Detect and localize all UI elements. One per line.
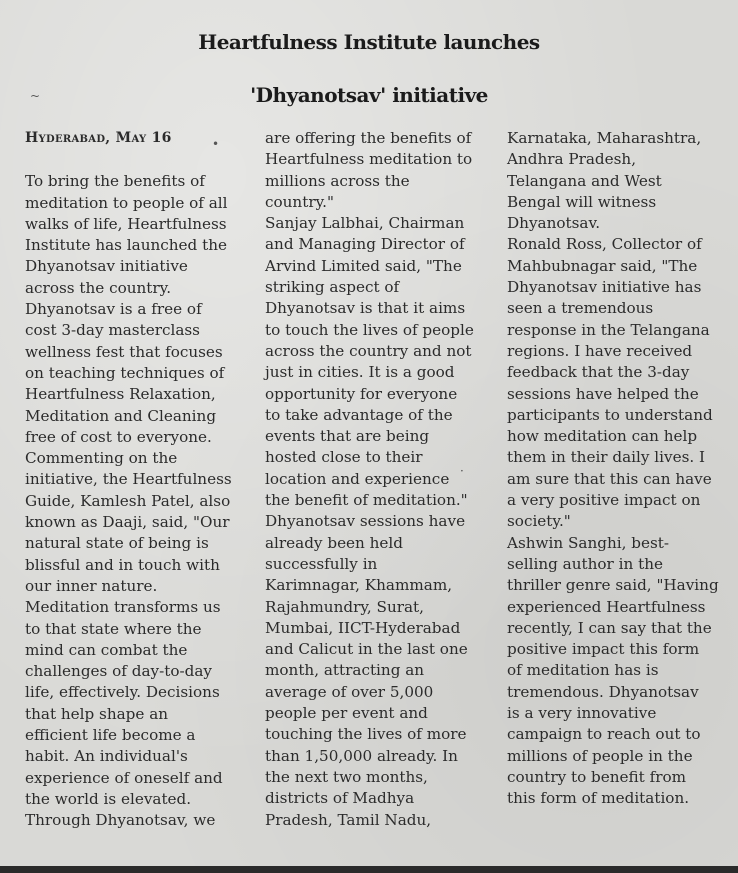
article-text-line: country." — [265, 192, 334, 211]
article-text-line: this form of meditation. — [507, 789, 690, 808]
article-text-line: the benefit of meditation." — [265, 491, 468, 510]
article-text-line: country to benefit from — [507, 767, 687, 786]
article-text-line: our inner nature. — [25, 576, 158, 595]
article-text-line: initiative, the Heartfulness — [25, 470, 232, 489]
article-text-line: events that are being — [265, 427, 430, 446]
article-text-line: opportunity for everyone — [265, 384, 458, 403]
article-text-line: challenges of day-to-day — [25, 662, 212, 681]
article-text-line: habit. An individual's — [25, 747, 188, 766]
article-column-2 — [265, 128, 495, 831]
article-text-line: is a very innovative — [507, 704, 657, 723]
article-text-line: tremendous. Dhyanotsav — [507, 682, 699, 701]
article-text-line: society." — [507, 512, 571, 531]
article-text-line: Dhyanotsav initiative has — [507, 278, 702, 297]
article-text-line: known as Daaji, said, "Our — [25, 513, 230, 532]
article-text-line: location and experience — [265, 469, 450, 488]
article-text-line: than 1,50,000 already. In — [265, 746, 458, 765]
article-text-line: just in cities. It is a good — [265, 363, 455, 382]
article-text-line: Sanjay Lalbhai, Chairman — [265, 214, 465, 233]
article-text-line: Heartfulness meditation to — [265, 150, 473, 169]
article-text-line: seen a tremendous — [507, 299, 654, 318]
article-text-line: Dhyanotsav sessions have — [265, 512, 466, 531]
article-text-line: meditation to people of all — [25, 193, 228, 212]
article-text-line: Ronald Ross, Collector of — [507, 235, 702, 254]
article-text-line: Telangana and West — [507, 171, 662, 190]
article-text-line: Heartfulness Relaxation, — [25, 385, 216, 404]
article-text-line: and Calicut in the last one — [265, 640, 468, 659]
article-text-line: Karimnagar, Khammam, — [265, 576, 453, 595]
article-text-line: striking aspect of — [265, 278, 400, 297]
article-text-line: Karnataka, Maharashtra, — [507, 129, 702, 147]
article-text-line: already been held — [265, 533, 404, 552]
article-text-line: Meditation and Cleaning — [25, 406, 217, 425]
column-1-text — [25, 171, 253, 831]
article-text-line: Bengal will witness — [507, 192, 657, 211]
ink-speck: · — [460, 464, 464, 478]
article-text-line: Through Dhyanotsav, we — [25, 811, 216, 830]
article-text-line: To bring the benefits of — [25, 172, 205, 191]
article-text-line: Pradesh, Tamil Nadu, — [265, 810, 432, 829]
article-text-line: walks of life, Heartfulness — [25, 214, 227, 233]
article-text-line: the world is elevated. — [25, 789, 192, 808]
article-text-line: free of cost to everyone. — [25, 427, 212, 446]
article-text-line: mind can combat the — [25, 640, 188, 659]
article-column-1 — [25, 128, 253, 832]
article-text-line: to that state where the — [25, 619, 202, 638]
article-text-line: them in their daily lives. I — [507, 448, 706, 467]
article-text-line: Dhyanotsav initiative — [25, 257, 188, 276]
article-text-line: of meditation has is — [507, 661, 659, 680]
article-text-line: Andhra Pradesh, — [507, 150, 637, 169]
article-text-line: Dhyanotsav is a free of — [25, 300, 202, 319]
article-text-line: Arvind Limited said, "The — [265, 256, 462, 275]
article-text-line: on teaching techniques of — [25, 363, 225, 382]
article-text-line: average of over 5,000 — [265, 682, 434, 701]
article-text-line: natural state of being is — [25, 534, 209, 553]
article-text-line: are offering the benefits of — [265, 129, 472, 147]
article-text-line: positive impact this form — [507, 640, 700, 659]
headline-line-1: Heartfulness Institute launches — [198, 30, 540, 54]
article-text-line: touching the lives of more — [265, 725, 467, 744]
article-text-line: how meditation can help — [507, 427, 698, 446]
article-text-line: thriller genre said, "Having — [507, 576, 719, 595]
article-text-line: the next two months, — [265, 767, 428, 786]
article-text-line: response in the Telangana — [507, 320, 710, 339]
article-text-line: Rajahmundry, Surat, — [265, 597, 424, 616]
article-text-line: districts of Madhya — [265, 789, 415, 808]
article-text-line: recently, I can say that the — [507, 618, 712, 637]
article-text-line: a very positive impact on — [507, 491, 701, 510]
ink-speck: ~ — [30, 89, 41, 103]
article-column-3 — [507, 128, 737, 810]
article-text-line: hosted close to their — [265, 448, 423, 467]
article-text-line: campaign to reach out to — [507, 725, 701, 744]
article-text-line: experience of oneself and — [25, 768, 223, 787]
article-text-line: am sure that this can have — [507, 469, 712, 488]
article-text-line: participants to understand — [507, 405, 713, 424]
article-text-line: month, attracting an — [265, 661, 425, 680]
article-text-line: blissful and in touch with — [25, 555, 220, 574]
article-text-line: Ashwin Sanghi, best- — [507, 533, 670, 552]
dateline: Hyderabad, May 16 — [25, 130, 172, 146]
article-text-line: sessions have helped the — [507, 384, 699, 403]
article-text-line: Commenting on the — [25, 449, 178, 468]
article-text-line: successfully in — [265, 554, 378, 573]
article-text-line: across the country. — [25, 278, 172, 297]
article-text-line: people per event and — [265, 704, 428, 723]
article-text-line: Guide, Kamlesh Patel, also — [25, 491, 231, 510]
column-2-text — [265, 128, 495, 831]
article-text-line: to take advantage of the — [265, 405, 453, 424]
bottom-rule — [0, 866, 738, 873]
article-text-line: Dhyanotsav is that it aims — [265, 299, 466, 318]
article-text-line: Meditation transforms us — [25, 598, 221, 617]
article-text-line: millions of people in the — [507, 746, 693, 765]
article-text-line: regions. I have received — [507, 341, 693, 360]
article-text-line: selling author in the — [507, 554, 663, 573]
article-text-line: and Managing Director of — [265, 235, 465, 254]
article-text-line: to touch the lives of people — [265, 320, 474, 339]
article-text-line: life, effectively. Decisions — [25, 683, 220, 702]
article-text-line: experienced Heartfulness — [507, 597, 706, 616]
article-text-line: Mumbai, IICT-Hyderabad — [265, 618, 461, 637]
article-text-line: cost 3-day masterclass — [25, 321, 200, 340]
article-text-line: feedback that the 3-day — [507, 363, 690, 382]
column-3-text — [507, 128, 737, 810]
article-text-line: wellness fest that focuses — [25, 342, 223, 361]
headline-line-2: 'Dhyanotsav' initiative — [250, 83, 488, 107]
article-text-line: across the country and not — [265, 341, 472, 360]
article-text-line: Institute has launched the — [25, 236, 227, 255]
article-text-line: millions across the — [265, 171, 410, 190]
article-text-line: efficient life become a — [25, 726, 196, 745]
article-text-line: Dhyanotsav. — [507, 214, 601, 233]
ink-speck: • — [212, 137, 220, 151]
article-text-line: Mahbubnagar said, "The — [507, 256, 698, 275]
article-text-line: that help shape an — [25, 704, 169, 723]
